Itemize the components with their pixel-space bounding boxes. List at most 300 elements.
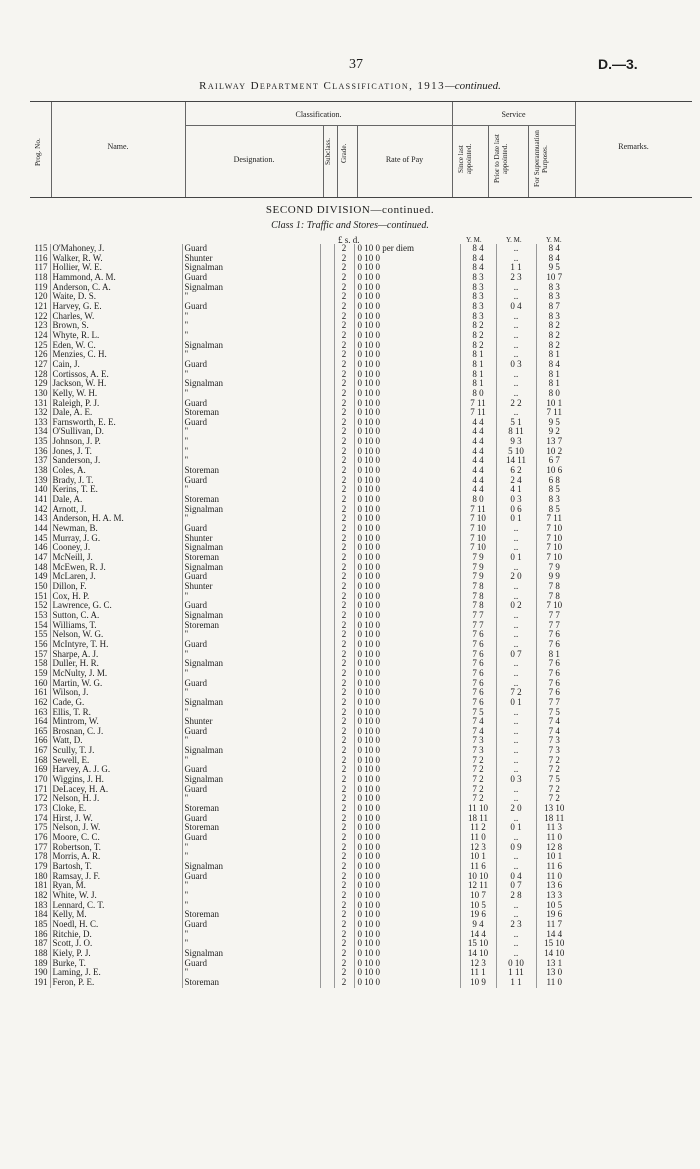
- cell-prog-no: 116: [34, 253, 48, 263]
- cell-since-last: 7 10: [460, 534, 496, 544]
- cell-prog-no: 146: [34, 543, 48, 553]
- cell-prog-no: 132: [34, 408, 48, 418]
- cell-rate-of-pay: 0 10 0: [354, 746, 460, 756]
- table-row: [28, 698, 572, 708]
- cell-since-last: 7 6: [460, 688, 496, 698]
- cell-grade: 2: [334, 466, 354, 476]
- cell-prior-service: ..: [496, 254, 536, 264]
- table-row: [28, 785, 572, 795]
- cell-name: Burke, T.: [50, 959, 182, 969]
- cell-prior-service: ..: [496, 370, 536, 380]
- cell-rate-of-pay: 0 10 0: [354, 930, 460, 940]
- cell-designation: Signalman: [182, 862, 320, 872]
- cell-prog-no: 159: [34, 668, 48, 678]
- cell-prior-service: 0 1: [496, 553, 536, 563]
- cell-subclass: [320, 930, 334, 940]
- cell-designation: ": [182, 321, 320, 331]
- cell-since-last: 18 11: [460, 814, 496, 824]
- cell-subclass: [320, 514, 334, 524]
- cell-name: McNulty, J. M.: [50, 669, 182, 679]
- cell-prior-service: 1 1: [496, 978, 536, 988]
- cell-prog-no: 129: [34, 379, 48, 389]
- cell-super-service: 8 3: [536, 495, 572, 505]
- cell-designation: Signalman: [182, 505, 320, 515]
- cell-subclass: [320, 804, 334, 814]
- table-row: [28, 901, 572, 911]
- cell-subclass: [320, 833, 334, 843]
- cell-subclass: [320, 727, 334, 737]
- cell-prog-no: 139: [34, 475, 48, 485]
- table-row: [28, 563, 572, 573]
- cell-super-service: 7 7: [536, 611, 572, 621]
- cell-prior-service: 1 1: [496, 263, 536, 273]
- page-number: 37: [349, 57, 363, 72]
- table-row: [28, 592, 572, 602]
- cell-subclass: [320, 650, 334, 660]
- cell-prog-no: 117: [34, 263, 48, 273]
- table-row: [28, 688, 572, 698]
- cell-grade: 2: [334, 910, 354, 920]
- cell-designation: Guard: [182, 601, 320, 611]
- cell-subclass: [320, 437, 334, 447]
- cell-name: Dale, A.: [50, 495, 182, 505]
- cell-since-last: 7 2: [460, 794, 496, 804]
- cell-prior-service: ..: [496, 930, 536, 940]
- cell-rate-of-pay: 0 10 0: [354, 765, 460, 775]
- cell-grade: 2: [334, 514, 354, 524]
- cell-prior-service: 0 3: [496, 360, 536, 370]
- cell-prior-service: 0 7: [496, 881, 536, 891]
- cell-subclass: [320, 553, 334, 563]
- cell-subclass: [320, 379, 334, 389]
- cell-prog-no: 174: [34, 813, 48, 823]
- cell-since-last: 8 2: [460, 321, 496, 331]
- cell-grade: 2: [334, 621, 354, 631]
- cell-name: Anderson, H. A. M.: [50, 514, 182, 524]
- cell-super-service: 8 3: [536, 312, 572, 322]
- cell-prior-service: 9 3: [496, 437, 536, 447]
- table-row: [28, 505, 572, 515]
- table-row: [28, 476, 572, 486]
- cell-name: Hollier, W. E.: [50, 263, 182, 273]
- cell-subclass: [320, 891, 334, 901]
- table-row: [28, 959, 572, 969]
- cell-designation: Guard: [182, 959, 320, 969]
- cell-super-service: 9 2: [536, 427, 572, 437]
- cell-subclass: [320, 302, 334, 312]
- cell-since-last: 7 11: [460, 505, 496, 515]
- cell-name: Brady, J. T.: [50, 476, 182, 486]
- cell-prior-service: ..: [496, 659, 536, 669]
- cell-grade: 2: [334, 688, 354, 698]
- cell-designation: ": [182, 901, 320, 911]
- cell-prog-no: 130: [34, 388, 48, 398]
- cell-designation: Signalman: [182, 543, 320, 553]
- cell-prior-service: ..: [496, 852, 536, 862]
- cell-super-service: 8 2: [536, 331, 572, 341]
- table-row: [28, 553, 572, 563]
- cell-prog-no: 161: [34, 688, 48, 698]
- cell-rate-of-pay: 0 10 0: [354, 543, 460, 553]
- cell-subclass: [320, 843, 334, 853]
- col-since-last: Since last appointed.: [457, 143, 473, 175]
- cell-name: Wiggins, J. H.: [50, 775, 182, 785]
- cell-since-last: 4 4: [460, 466, 496, 476]
- cell-super-service: 7 4: [536, 717, 572, 727]
- cell-subclass: [320, 456, 334, 466]
- cell-grade: 2: [334, 263, 354, 273]
- cell-prog-no: 153: [34, 610, 48, 620]
- cell-subclass: [320, 775, 334, 785]
- cell-name: Sewell, E.: [50, 756, 182, 766]
- cell-super-service: 8 4: [536, 244, 572, 254]
- cell-super-service: 7 6: [536, 659, 572, 669]
- cell-prior-service: ..: [496, 717, 536, 727]
- cell-prog-no: 184: [34, 910, 48, 920]
- cell-prior-service: 0 2: [496, 601, 536, 611]
- cell-name: McIntyre, T. H.: [50, 640, 182, 650]
- col-for-super: For Superannuation Purposes.: [533, 130, 549, 188]
- cell-rate-of-pay: 0 10 0: [354, 640, 460, 650]
- cell-grade: 2: [334, 505, 354, 515]
- cell-since-last: 7 8: [460, 592, 496, 602]
- cell-rate-of-pay: 0 10 0: [354, 292, 460, 302]
- document-code: D.—3.: [598, 56, 638, 72]
- cell-since-last: 4 4: [460, 427, 496, 437]
- cell-subclass: [320, 717, 334, 727]
- cell-prior-service: ..: [496, 341, 536, 351]
- cell-super-service: 10 1: [536, 399, 572, 409]
- cell-prior-service: 2 0: [496, 804, 536, 814]
- cell-grade: 2: [334, 302, 354, 312]
- cell-grade: 2: [334, 592, 354, 602]
- cell-designation: ": [182, 756, 320, 766]
- cell-designation: ": [182, 891, 320, 901]
- cell-designation: ": [182, 968, 320, 978]
- col-classification: Classification.: [295, 110, 342, 119]
- cell-grade: 2: [334, 495, 354, 505]
- cell-super-service: 13 1: [536, 959, 572, 969]
- cell-rate-of-pay: 0 10 0: [354, 949, 460, 959]
- cell-since-last: 7 6: [460, 669, 496, 679]
- cell-name: Ryan, M.: [50, 881, 182, 891]
- cell-since-last: 8 3: [460, 292, 496, 302]
- cell-name: Johnson, J. P.: [50, 437, 182, 447]
- cell-since-last: 7 4: [460, 717, 496, 727]
- cell-subclass: [320, 466, 334, 476]
- cell-subclass: [320, 659, 334, 669]
- cell-designation: Storeman: [182, 804, 320, 814]
- cell-designation: Shunter: [182, 717, 320, 727]
- cell-prior-service: 14 11: [496, 456, 536, 466]
- table-row: [28, 872, 572, 882]
- cell-super-service: 8 4: [536, 254, 572, 264]
- cell-rate-of-pay: 0 10 0: [354, 708, 460, 718]
- cell-designation: Shunter: [182, 534, 320, 544]
- cell-prog-no: 125: [34, 340, 48, 350]
- cell-rate-of-pay: 0 10 0: [354, 785, 460, 795]
- cell-rate-of-pay: 0 10 0: [354, 669, 460, 679]
- cell-rate-of-pay: 0 10 0: [354, 688, 460, 698]
- cell-name: Ramsay, J. F.: [50, 872, 182, 882]
- cell-grade: 2: [334, 650, 354, 660]
- cell-prog-no: 137: [34, 456, 48, 466]
- cell-rate-of-pay: 0 10 0: [354, 312, 460, 322]
- cell-since-last: 8 2: [460, 341, 496, 351]
- cell-subclass: [320, 688, 334, 698]
- cell-prior-service: ..: [496, 283, 536, 293]
- class-heading: Class 1: Traffic and Stores—continued.: [271, 220, 429, 231]
- cell-subclass: [320, 939, 334, 949]
- cell-prior-service: ..: [496, 833, 536, 843]
- cell-subclass: [320, 389, 334, 399]
- cell-prior-service: 0 10: [496, 959, 536, 969]
- cell-prog-no: 151: [34, 591, 48, 601]
- cell-subclass: [320, 736, 334, 746]
- cell-super-service: 9 5: [536, 418, 572, 428]
- col-subclass: Subclass.: [324, 138, 332, 166]
- cell-name: Scott, J. O.: [50, 939, 182, 949]
- cell-grade: 2: [334, 814, 354, 824]
- cell-prog-no: 152: [34, 601, 48, 611]
- cell-designation: Signalman: [182, 379, 320, 389]
- cell-prior-service: ..: [496, 331, 536, 341]
- cell-super-service: 11 6: [536, 862, 572, 872]
- cell-name: McNeill, J.: [50, 553, 182, 563]
- cell-super-service: 7 7: [536, 621, 572, 631]
- cell-designation: Signalman: [182, 746, 320, 756]
- cell-designation: Storeman: [182, 495, 320, 505]
- cell-prog-no: 173: [34, 804, 48, 814]
- cell-name: Kelly, W. H.: [50, 389, 182, 399]
- table-row: [28, 833, 572, 843]
- cell-prog-no: 143: [34, 514, 48, 524]
- cell-subclass: [320, 254, 334, 264]
- page-title: [0, 80, 700, 92]
- cell-designation: ": [182, 331, 320, 341]
- table-row: [28, 524, 572, 534]
- cell-name: Kerins, T. E.: [50, 485, 182, 495]
- cell-super-service: 7 2: [536, 765, 572, 775]
- cell-name: Dale, A. E.: [50, 408, 182, 418]
- cell-rate-of-pay: 0 10 0: [354, 910, 460, 920]
- cell-super-service: 10 6: [536, 466, 572, 476]
- cell-super-service: 12 8: [536, 843, 572, 853]
- cell-super-service: 7 11: [536, 514, 572, 524]
- cell-grade: 2: [334, 563, 354, 573]
- cell-name: Anderson, C. A.: [50, 283, 182, 293]
- cell-name: Laming, J. E.: [50, 968, 182, 978]
- cell-subclass: [320, 910, 334, 920]
- cell-rate-of-pay: 0 10 0: [354, 872, 460, 882]
- cell-name: O'Sullivan, D.: [50, 427, 182, 437]
- cell-since-last: 4 4: [460, 437, 496, 447]
- table-row: [28, 495, 572, 505]
- table-row: [28, 804, 572, 814]
- cell-rate-of-pay: 0 10 0: [354, 717, 460, 727]
- cell-grade: 2: [334, 630, 354, 640]
- cell-since-last: 7 6: [460, 659, 496, 669]
- cell-grade: 2: [334, 553, 354, 563]
- cell-super-service: 13 6: [536, 881, 572, 891]
- ym-units-prior: Y. M.: [506, 236, 522, 244]
- cell-designation: Storeman: [182, 823, 320, 833]
- cell-rate-of-pay: 0 10 0: [354, 283, 460, 293]
- table-row: [28, 765, 572, 775]
- cell-designation: ": [182, 312, 320, 322]
- cell-rate-of-pay: 0 10 0: [354, 437, 460, 447]
- cell-name: Sanderson, J.: [50, 456, 182, 466]
- cell-prog-no: 122: [34, 311, 48, 321]
- cell-prog-no: 115: [34, 244, 48, 253]
- table-row: [28, 331, 572, 341]
- cell-rate-of-pay: 0 10 0: [354, 592, 460, 602]
- cell-prog-no: 165: [34, 726, 48, 736]
- cell-rate-of-pay: 0 10 0: [354, 978, 460, 988]
- cell-name: Lawrence, G. C.: [50, 601, 182, 611]
- cell-super-service: 18 11: [536, 814, 572, 824]
- col-designation: Designation.: [233, 155, 275, 164]
- cell-super-service: 8 1: [536, 350, 572, 360]
- cell-subclass: [320, 679, 334, 689]
- cell-designation: Shunter: [182, 582, 320, 592]
- cell-since-last: 8 3: [460, 273, 496, 283]
- cell-grade: 2: [334, 640, 354, 650]
- cell-rate-of-pay: 0 10 0: [354, 862, 460, 872]
- cell-designation: Guard: [182, 814, 320, 824]
- cell-rate-of-pay: 0 10 0: [354, 939, 460, 949]
- cell-rate-of-pay: 0 10 0: [354, 485, 460, 495]
- cell-prog-no: 118: [34, 272, 48, 282]
- cell-rate-of-pay: 0 10 0: [354, 572, 460, 582]
- cell-since-last: 7 3: [460, 736, 496, 746]
- table-row: [28, 862, 572, 872]
- title-main: Railway Department Classification, 1913: [199, 80, 445, 92]
- cell-designation: Signalman: [182, 611, 320, 621]
- cell-grade: 2: [334, 254, 354, 264]
- cell-designation: Guard: [182, 833, 320, 843]
- cell-designation: ": [182, 736, 320, 746]
- cell-designation: Guard: [182, 765, 320, 775]
- cell-designation: Signalman: [182, 341, 320, 351]
- cell-prog-no: 181: [34, 881, 48, 891]
- cell-prior-service: 2 4: [496, 476, 536, 486]
- cell-since-last: 7 6: [460, 698, 496, 708]
- cell-name: Newman, B.: [50, 524, 182, 534]
- cell-rate-of-pay: 0 10 0: [354, 901, 460, 911]
- cell-grade: 2: [334, 679, 354, 689]
- cell-grade: 2: [334, 427, 354, 437]
- cell-subclass: [320, 640, 334, 650]
- cell-prior-service: ..: [496, 679, 536, 689]
- cell-prog-no: 187: [34, 939, 48, 949]
- cell-rate-of-pay: 0 10 0: [354, 891, 460, 901]
- table-row: [28, 708, 572, 718]
- cell-subclass: [320, 756, 334, 766]
- cell-prog-no: 147: [34, 553, 48, 562]
- cell-grade: 2: [334, 872, 354, 882]
- cell-grade: 2: [334, 418, 354, 428]
- table-row: [28, 891, 572, 901]
- cell-name: Eden, W. C.: [50, 341, 182, 351]
- cell-subclass: [320, 418, 334, 428]
- cell-designation: Guard: [182, 244, 320, 254]
- cell-grade: 2: [334, 447, 354, 457]
- cell-prior-service: ..: [496, 765, 536, 775]
- cell-name: Cloke, E.: [50, 804, 182, 814]
- cell-designation: Guard: [182, 920, 320, 930]
- cell-since-last: 4 4: [460, 456, 496, 466]
- cell-prog-no: 166: [34, 736, 48, 746]
- cell-subclass: [320, 862, 334, 872]
- cell-prior-service: 5 1: [496, 418, 536, 428]
- table-row: [28, 775, 572, 785]
- cell-rate-of-pay: 0 10 0: [354, 331, 460, 341]
- cell-prior-service: 0 7: [496, 650, 536, 660]
- cell-rate-of-pay: 0 10 0 per diem: [354, 244, 460, 254]
- cell-subclass: [320, 872, 334, 882]
- cell-prior-service: ..: [496, 321, 536, 331]
- cell-prog-no: 123: [34, 321, 48, 331]
- cell-name: Waite, D. S.: [50, 292, 182, 302]
- classification-table: [28, 244, 572, 988]
- cell-super-service: 10 5: [536, 901, 572, 911]
- table-row: [28, 399, 572, 409]
- cell-subclass: [320, 563, 334, 573]
- cell-rate-of-pay: 0 10 0: [354, 427, 460, 437]
- cell-designation: Signalman: [182, 698, 320, 708]
- cell-name: Cortissos, A. E.: [50, 370, 182, 380]
- cell-rate-of-pay: 0 10 0: [354, 814, 460, 824]
- table-row: [28, 341, 572, 351]
- cell-grade: 2: [334, 891, 354, 901]
- cell-rate-of-pay: 0 10 0: [354, 881, 460, 891]
- cell-designation: ": [182, 427, 320, 437]
- cell-prior-service: 0 6: [496, 505, 536, 515]
- cell-prior-service: 6 2: [496, 466, 536, 476]
- cell-super-service: 7 10: [536, 553, 572, 563]
- cell-name: Williams, T.: [50, 621, 182, 631]
- cell-designation: ": [182, 447, 320, 457]
- cell-grade: 2: [334, 852, 354, 862]
- cell-rate-of-pay: 0 10 0: [354, 341, 460, 351]
- cell-rate-of-pay: 0 10 0: [354, 794, 460, 804]
- cell-grade: 2: [334, 833, 354, 843]
- cell-since-last: 8 2: [460, 331, 496, 341]
- cell-super-service: 7 6: [536, 669, 572, 679]
- cell-prog-no: 126: [34, 350, 48, 360]
- cell-prog-no: 189: [34, 958, 48, 968]
- cell-super-service: 8 1: [536, 370, 572, 380]
- cell-subclass: [320, 698, 334, 708]
- cell-since-last: 7 6: [460, 640, 496, 650]
- cell-since-last: 8 1: [460, 379, 496, 389]
- cell-name: Whyte, R. L.: [50, 331, 182, 341]
- table-row: [28, 881, 572, 891]
- table-row: [28, 650, 572, 660]
- cell-prog-no: 140: [34, 485, 48, 495]
- cell-prog-no: 134: [34, 427, 48, 437]
- cell-prog-no: 162: [34, 697, 48, 707]
- cell-prior-service: ..: [496, 350, 536, 360]
- cell-rate-of-pay: 0 10 0: [354, 273, 460, 283]
- cell-since-last: 10 7: [460, 891, 496, 901]
- cell-name: Ellis, T. R.: [50, 708, 182, 718]
- cell-grade: 2: [334, 785, 354, 795]
- cell-since-last: 7 11: [460, 399, 496, 409]
- cell-super-service: 10 2: [536, 447, 572, 457]
- cell-since-last: 7 9: [460, 572, 496, 582]
